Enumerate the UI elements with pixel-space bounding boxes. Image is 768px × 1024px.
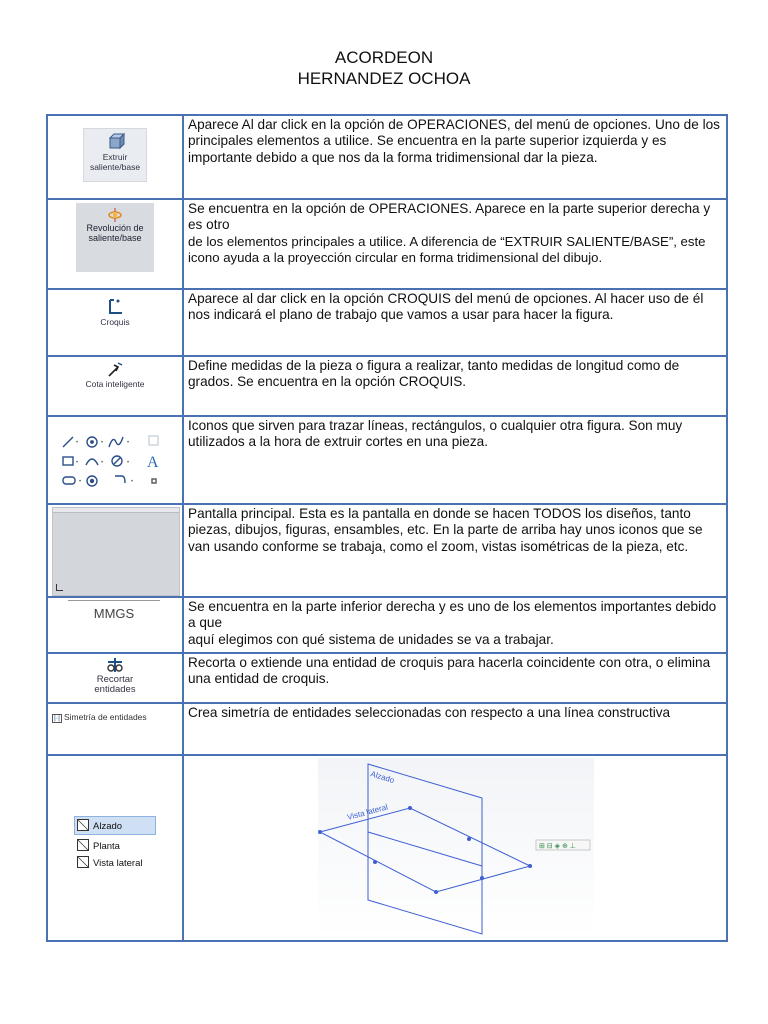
description-cell bbox=[183, 356, 727, 416]
toolbar-strip bbox=[53, 508, 179, 513]
row-text: de los elementos principales a utilice. A diferencia de “EXTRUIR SALIENTE/BASE”, este icono ayuda a la proyección circular en forma tridimensional del dibujo. bbox=[188, 233, 706, 266]
svg-text:•: • bbox=[76, 440, 79, 446]
table-row bbox=[47, 703, 727, 755]
row-text: Pantalla principal. Esta es la pantalla en donde se hacen TODOS los diseños, tanto piezas, dibujos, figuras, ensambles, etc. En la parte de arriba hay unos iconos que se van usando conforme se trabaja, como el zoom, vistas isométricas de la pieza, etc. bbox=[188, 506, 703, 554]
extrude-boss-icon bbox=[83, 128, 147, 182]
table-row bbox=[47, 653, 727, 703]
axis-triad-icon bbox=[56, 584, 63, 591]
description-cell bbox=[183, 504, 727, 597]
icon-label: Simetría de entidades bbox=[63, 712, 147, 722]
description-cell bbox=[183, 755, 727, 941]
icon-cell bbox=[47, 703, 183, 755]
description-cell bbox=[183, 289, 727, 356]
plane-item[interactable] bbox=[74, 854, 156, 871]
description-cell bbox=[183, 597, 727, 653]
description-cell bbox=[183, 115, 727, 199]
mirror-entities-icon bbox=[52, 712, 178, 723]
sketch-tools-icon bbox=[59, 431, 171, 494]
svg-text:•: • bbox=[101, 460, 104, 466]
plane-item[interactable] bbox=[74, 816, 156, 835]
row-text: aquí elegimos con qué sistema de unidades se va a trabajar. bbox=[188, 631, 554, 647]
accordion-table bbox=[46, 114, 728, 942]
vista-lateral-label: Vista lateral bbox=[346, 802, 389, 822]
svg-text:•: • bbox=[101, 440, 104, 446]
row-text: Crea simetría de entidades seleccionadas con respecto a una línea constructiva bbox=[188, 705, 671, 720]
plane-label: Planta bbox=[93, 841, 120, 852]
description-cell bbox=[183, 653, 727, 703]
table-row bbox=[47, 289, 727, 356]
row-text: Aparece Al dar click en la opción de OPERACIONES, del menú de opciones. Uno de los principales elementos a utilice. Se encuentra en la parte superior izquierda y es importante debido a que nos da la forma tridimensional dar la pieza. bbox=[188, 117, 720, 165]
icon-label: Revolución de saliente/base bbox=[86, 223, 144, 243]
table-row bbox=[47, 597, 727, 653]
icon-label: Croquis bbox=[100, 317, 130, 327]
icon-label: Recortar entidades bbox=[94, 674, 136, 695]
plane-icon bbox=[77, 839, 89, 851]
view-toolbar[interactable] bbox=[536, 840, 590, 850]
document-title: ACORDEON bbox=[334, 48, 434, 67]
row-text: Iconos que sirven para trazar líneas, rectángulos, o cualquier otra figura. Son muy utilizados a la hora de extruir cortes en una pieza. bbox=[188, 418, 683, 450]
plane-item[interactable] bbox=[74, 837, 156, 854]
icon-cell bbox=[47, 597, 183, 653]
plane-label: Alzado bbox=[93, 821, 123, 832]
icon-cell bbox=[47, 416, 183, 504]
icon-cell bbox=[47, 115, 183, 199]
mirror-glyph-icon: |·| bbox=[54, 715, 60, 722]
svg-text:•: • bbox=[127, 440, 130, 446]
alzado-label: Alzado bbox=[369, 769, 396, 786]
table-row bbox=[47, 356, 727, 416]
icon-label: Extruir saliente/base bbox=[89, 152, 141, 172]
svg-text:•: • bbox=[127, 460, 130, 466]
table-row bbox=[47, 199, 727, 289]
description-cell bbox=[183, 416, 727, 504]
icon-cell bbox=[47, 289, 183, 356]
plane-label: Vista lateral bbox=[93, 858, 143, 869]
sketch-icon bbox=[90, 298, 140, 327]
table-row bbox=[47, 755, 727, 941]
icon-label: Cota inteligente bbox=[85, 379, 145, 389]
row-text: Recorta o extiende una entidad de croquis para hacerla coincidente con otra, o elimina una entidad de croquis. bbox=[188, 655, 711, 687]
units-selector: MMGS bbox=[68, 600, 160, 627]
planes-3d-figure bbox=[318, 758, 594, 938]
icon-cell bbox=[47, 653, 183, 703]
icon-cell bbox=[47, 755, 183, 941]
svg-text:•: • bbox=[79, 479, 82, 485]
document-author: HERNANDEZ OCHOA bbox=[297, 69, 471, 88]
icon-cell bbox=[47, 199, 183, 289]
description-cell bbox=[183, 703, 727, 755]
icon-cell bbox=[47, 356, 183, 416]
plane-icon bbox=[77, 856, 89, 868]
row-text: Se encuentra en la parte inferior derecha y es uno de los elementos importantes debido a que bbox=[188, 599, 717, 631]
description-cell bbox=[183, 199, 727, 289]
smart-dimension-icon bbox=[80, 362, 150, 389]
main-screen-thumbnail bbox=[52, 507, 180, 596]
table-row bbox=[47, 504, 727, 597]
svg-text:⊞ ⊟ ◈ ⊕ ⊥: ⊞ ⊟ ◈ ⊕ ⊥ bbox=[539, 843, 576, 850]
table-row bbox=[47, 115, 727, 199]
row-text: Define medidas de la pieza o figura a realizar, tanto medidas de longitud como de grados. Se encuentra en la opción CROQUIS. bbox=[188, 358, 680, 390]
svg-text:•: • bbox=[76, 460, 79, 466]
planes-list bbox=[74, 816, 156, 871]
svg-text:•: • bbox=[131, 479, 134, 485]
trim-entities-icon bbox=[80, 656, 150, 695]
table-row bbox=[47, 416, 727, 504]
row-text: Se encuentra en la opción de OPERACIONES. Aparece en la parte superior derecha y es otro bbox=[188, 201, 711, 233]
revolve-boss-icon bbox=[76, 203, 154, 272]
row-text: Aparece al dar click en la opción CROQUIS del menú de opciones. Al hacer uso de él nos indicará el plano de trabajo que vamos a usar para hacer la figura. bbox=[188, 291, 704, 323]
svg-text:A: A bbox=[147, 454, 159, 471]
icon-cell bbox=[47, 504, 183, 597]
plane-icon bbox=[77, 819, 89, 831]
